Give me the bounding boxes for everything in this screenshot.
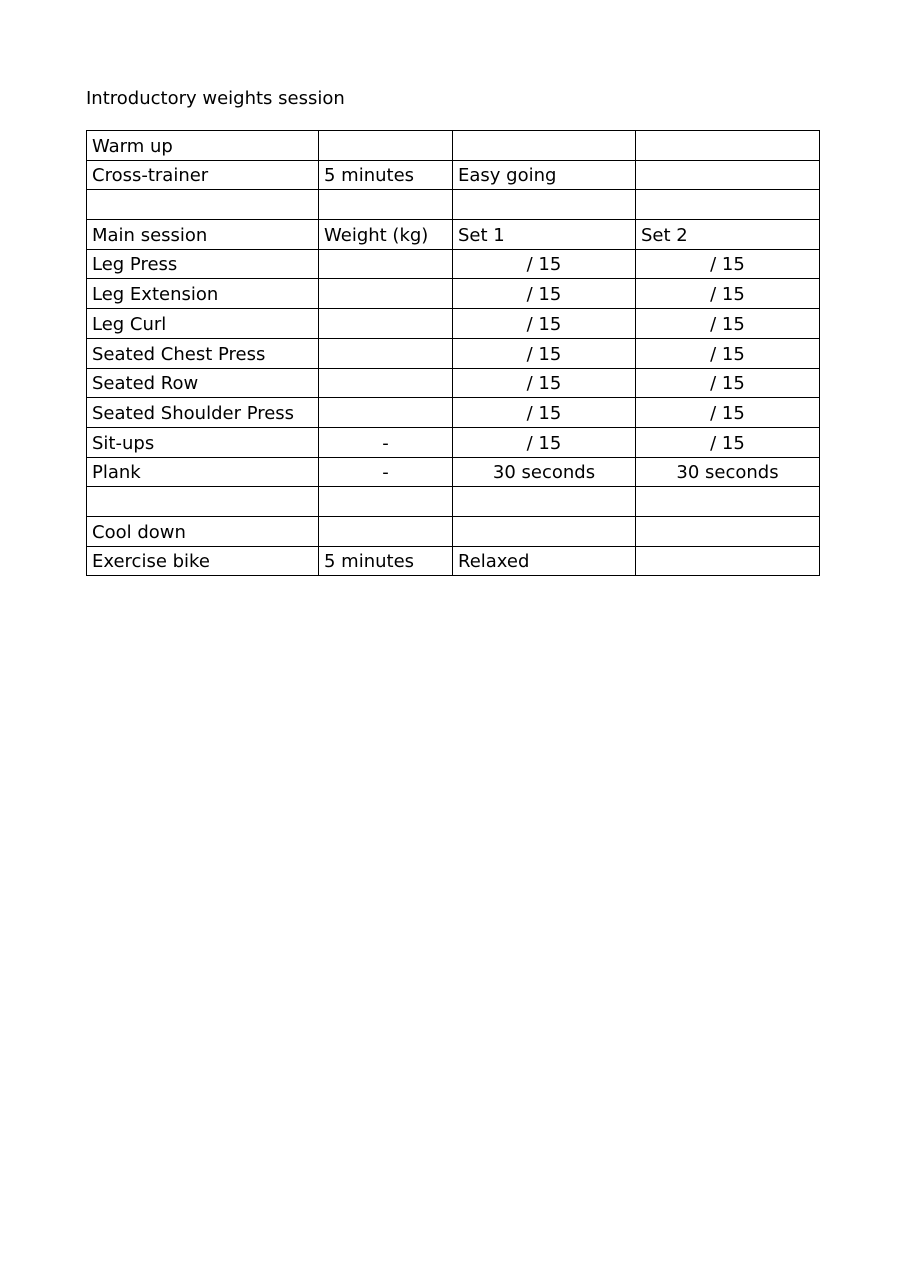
empty-cell	[453, 516, 636, 546]
set1-cell: / 15	[453, 368, 636, 398]
empty-cell	[636, 160, 820, 190]
duration-cell: 5 minutes	[319, 160, 453, 190]
empty-cell	[636, 487, 820, 517]
table-row-warm-up	[87, 131, 820, 161]
set1-cell	[453, 131, 636, 161]
table-row-spacer	[87, 190, 820, 220]
empty-cell	[636, 190, 820, 220]
empty-cell	[453, 190, 636, 220]
duration-cell: 5 minutes	[319, 546, 453, 576]
set2-cell: / 15	[636, 427, 820, 457]
table-row-spacer	[87, 487, 820, 517]
exercise-cell: Leg Curl	[87, 309, 319, 339]
table-row-leg-curl	[87, 309, 820, 339]
weight-header-cell: Weight (kg)	[319, 220, 453, 250]
intensity-cell: Easy going	[453, 160, 636, 190]
set1-cell: / 15	[453, 309, 636, 339]
table-row-exercise-bike	[87, 546, 820, 576]
set1-cell: / 15	[453, 427, 636, 457]
table-row-sit-ups	[87, 427, 820, 457]
weight-cell	[319, 398, 453, 428]
weight-cell	[319, 309, 453, 339]
weight-cell	[319, 249, 453, 279]
weight-cell	[319, 338, 453, 368]
weight-cell: -	[319, 427, 453, 457]
empty-cell	[319, 487, 453, 517]
empty-cell	[453, 487, 636, 517]
weight-cell	[319, 131, 453, 161]
set2-cell: / 15	[636, 338, 820, 368]
set2-header-cell: Set 2	[636, 220, 820, 250]
table-row-leg-extension	[87, 279, 820, 309]
set1-header-cell: Set 1	[453, 220, 636, 250]
table-row-seated-row	[87, 368, 820, 398]
table-row-seated-shoulder-press	[87, 398, 820, 428]
set2-cell: / 15	[636, 398, 820, 428]
set2-cell: 30 seconds	[636, 457, 820, 487]
empty-cell	[87, 487, 319, 517]
exercise-cell: Leg Press	[87, 249, 319, 279]
set1-cell: / 15	[453, 338, 636, 368]
empty-cell	[319, 190, 453, 220]
exercise-cell: Leg Extension	[87, 279, 319, 309]
set1-cell: / 15	[453, 398, 636, 428]
intensity-cell: Relaxed	[453, 546, 636, 576]
set2-cell: / 15	[636, 309, 820, 339]
set2-cell: / 15	[636, 279, 820, 309]
exercise-cell: Exercise bike	[87, 546, 319, 576]
table-row-cross-trainer	[87, 160, 820, 190]
set1-cell: / 15	[453, 249, 636, 279]
exercise-cell: Sit-ups	[87, 427, 319, 457]
set2-cell: / 15	[636, 368, 820, 398]
exercise-cell: Cross-trainer	[87, 160, 319, 190]
empty-cell	[636, 516, 820, 546]
empty-cell	[87, 190, 319, 220]
set1-cell: / 15	[453, 279, 636, 309]
table-row-cool-down	[87, 516, 820, 546]
table-row-plank	[87, 457, 820, 487]
exercise-cell: Seated Row	[87, 368, 319, 398]
weight-cell	[319, 368, 453, 398]
exercise-cell: Plank	[87, 457, 319, 487]
exercise-cell: Seated Shoulder Press	[87, 398, 319, 428]
weight-cell	[319, 279, 453, 309]
set2-cell	[636, 131, 820, 161]
section-header-cell: Cool down	[87, 516, 319, 546]
weight-cell: -	[319, 457, 453, 487]
section-header-cell: Main session	[87, 220, 319, 250]
exercise-cell: Warm up	[87, 131, 319, 161]
exercise-cell: Seated Chest Press	[87, 338, 319, 368]
empty-cell	[636, 546, 820, 576]
session-table	[86, 130, 820, 576]
empty-cell	[319, 516, 453, 546]
table-row-seated-chest-press	[87, 338, 820, 368]
set2-cell: / 15	[636, 249, 820, 279]
set1-cell: 30 seconds	[453, 457, 636, 487]
table-row-leg-press	[87, 249, 820, 279]
table-row-main-session-header	[87, 220, 820, 250]
document-title: Introductory weights session	[86, 88, 345, 109]
